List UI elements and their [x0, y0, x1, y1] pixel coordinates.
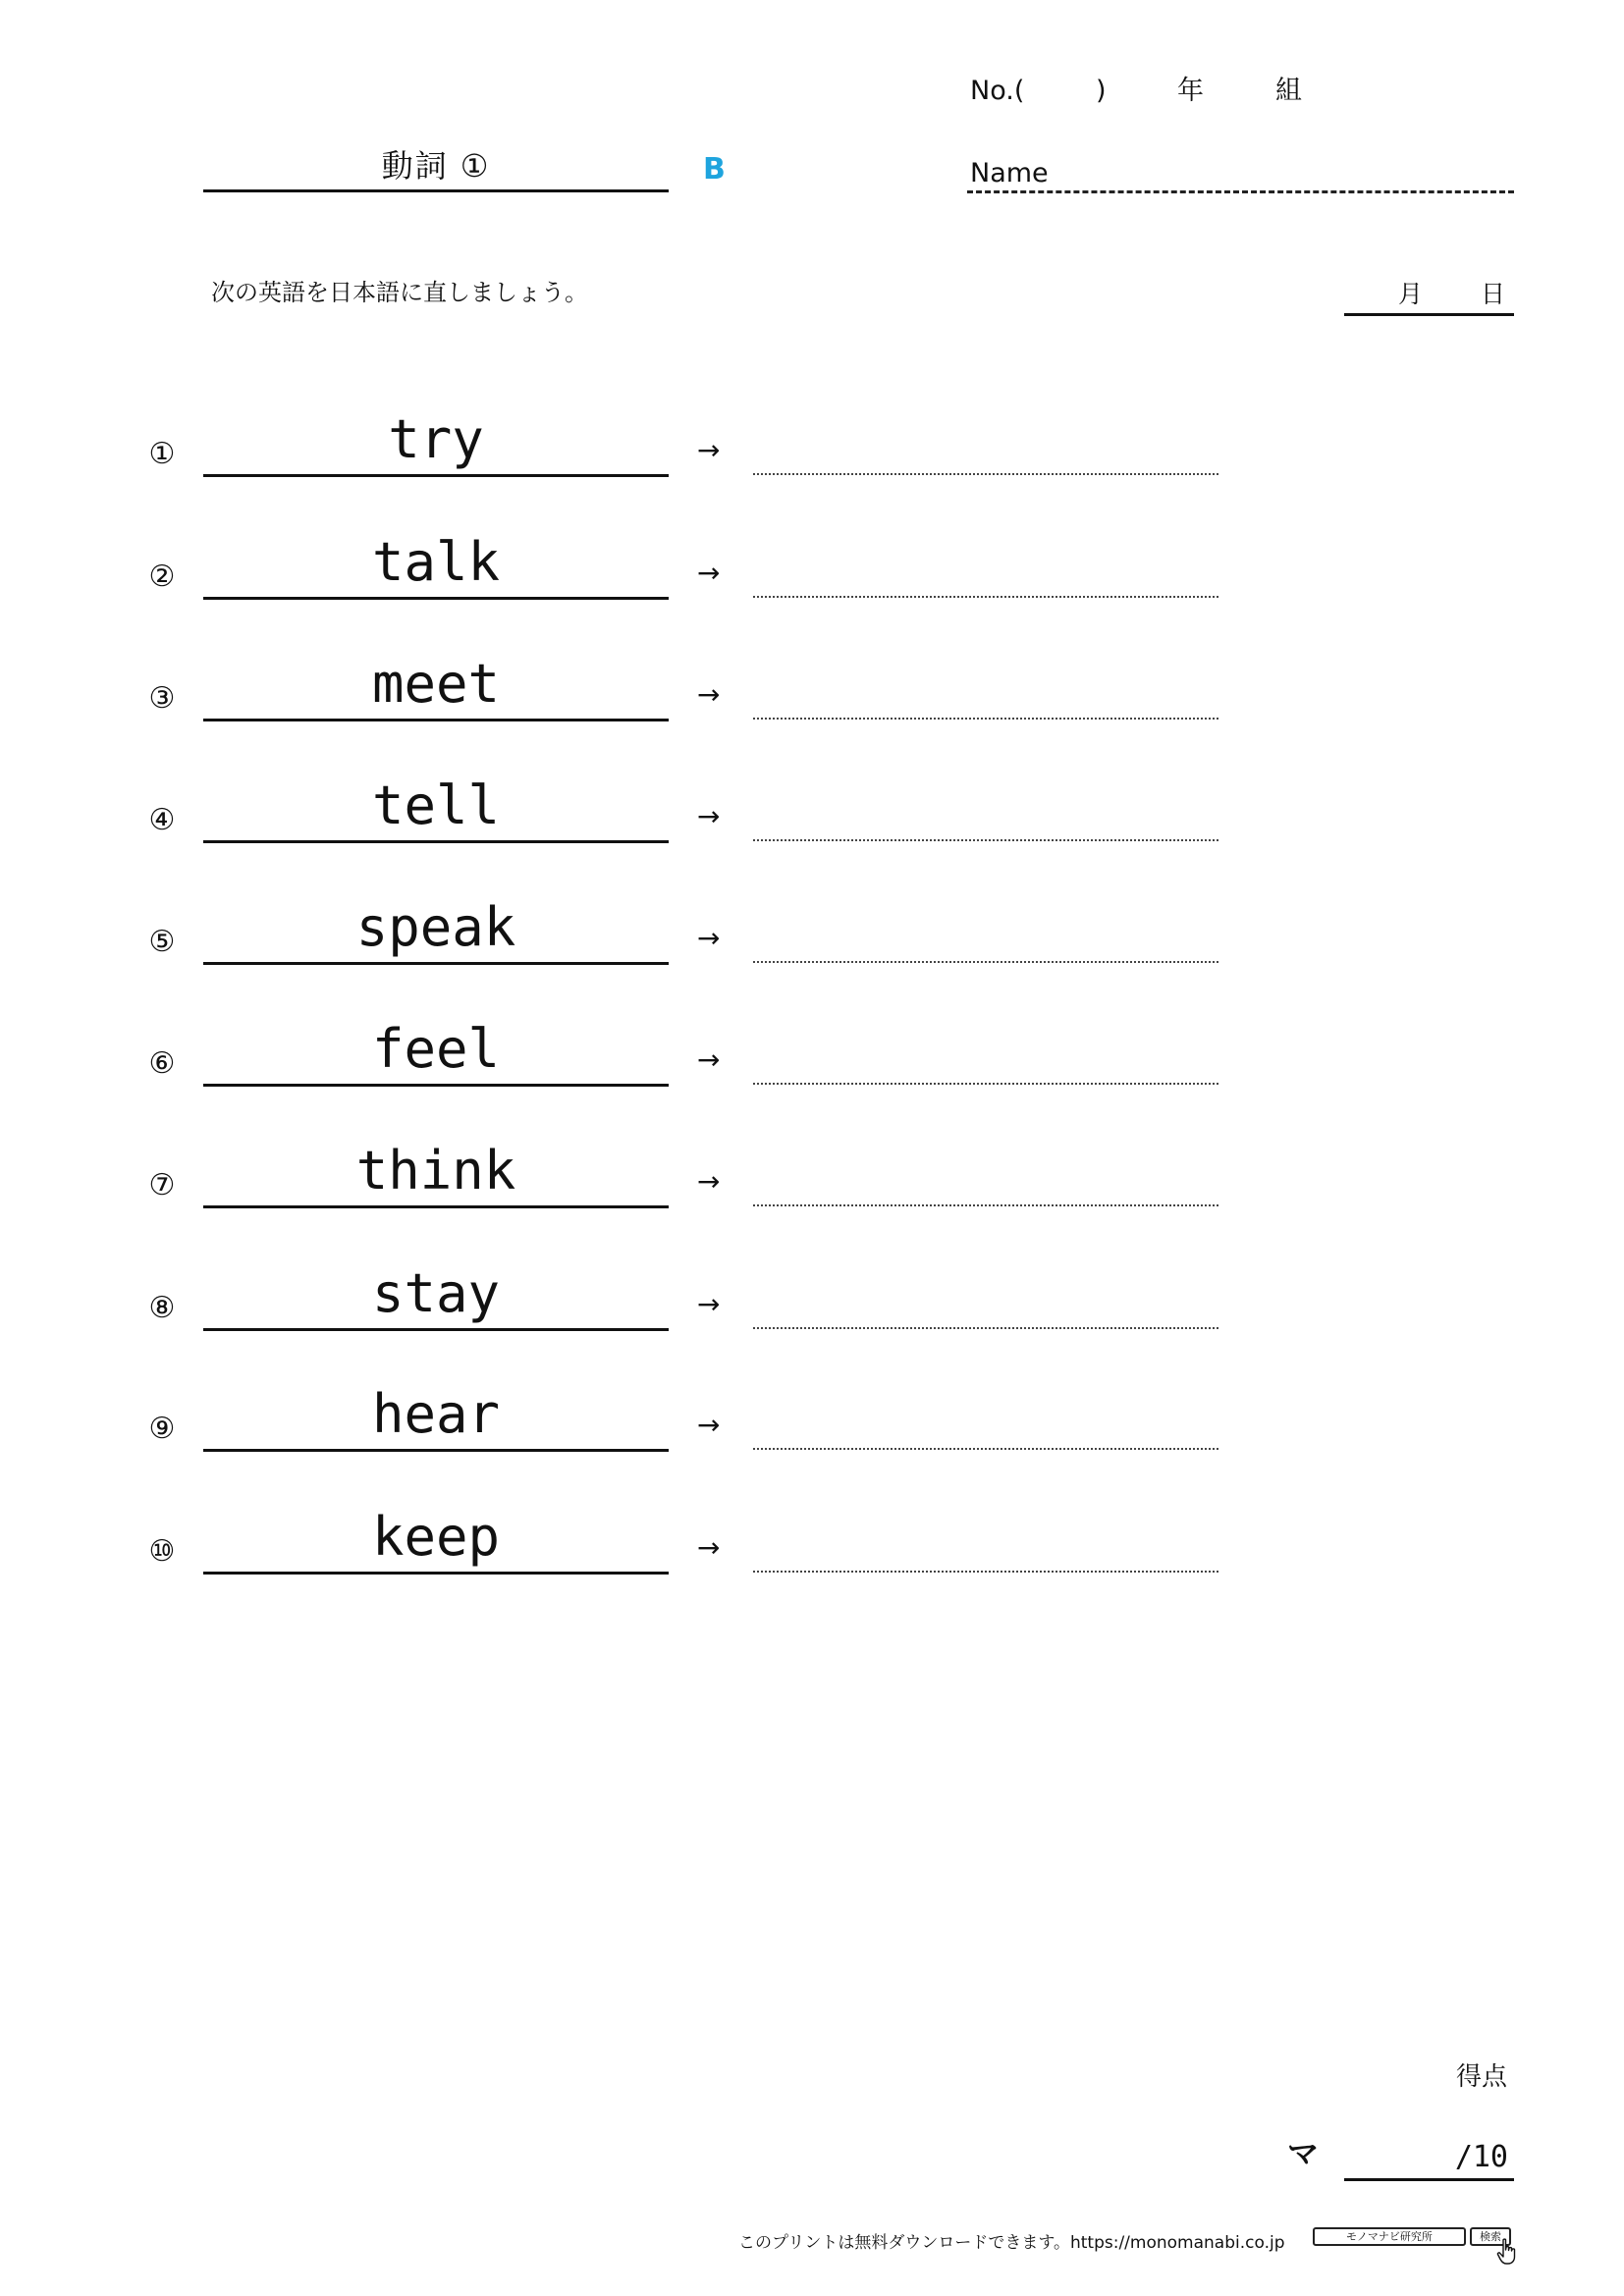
arrow-icon: → — [697, 557, 721, 589]
english-word-field — [203, 1262, 669, 1331]
arrow-icon: → — [697, 434, 721, 466]
footer-note: このプリントは無料ダウンロードできます。https://monomanabi.co.jp — [738, 2233, 1285, 2253]
answer-blank — [753, 1204, 1218, 1206]
arrow-icon: → — [697, 800, 721, 832]
question-number: ① — [148, 437, 176, 471]
question-number: ④ — [148, 803, 176, 837]
arrow-icon: → — [697, 1288, 721, 1320]
score-field — [1344, 2132, 1514, 2181]
class-label: 組 — [1275, 76, 1302, 106]
english-word: speak — [355, 896, 516, 958]
question-row — [0, 408, 1624, 477]
search-box-graphic: モノマナビ研究所 — [1313, 2227, 1466, 2246]
worksheet-title-field — [203, 143, 669, 192]
score-total: /10 — [1454, 2140, 1508, 2174]
day-label: 日 — [1481, 280, 1506, 308]
question-number: ⑧ — [148, 1291, 176, 1325]
question-number: ⑦ — [148, 1168, 176, 1202]
answer-blank — [753, 596, 1218, 598]
worksheet-title: 動詞 ① — [381, 147, 491, 185]
question-number: ⑥ — [148, 1046, 176, 1081]
score-label: 得点 — [1456, 2062, 1508, 2092]
name-label: Name — [970, 158, 1049, 188]
english-word: stay — [371, 1262, 501, 1324]
arrow-icon: → — [697, 1165, 721, 1198]
question-number: ③ — [148, 681, 176, 716]
date-field — [1344, 275, 1514, 316]
english-word: feel — [371, 1018, 501, 1080]
name-blank — [967, 190, 1514, 193]
english-word: try — [388, 408, 484, 470]
question-row — [0, 653, 1624, 721]
english-word: hear — [371, 1383, 501, 1445]
english-word: think — [355, 1140, 516, 1201]
english-word-field — [203, 653, 669, 721]
arrow-icon: → — [697, 922, 721, 954]
english-word-field — [203, 1018, 669, 1087]
english-word: talk — [371, 531, 501, 593]
question-number: ⑩ — [148, 1534, 176, 1569]
question-number: ⑤ — [148, 925, 176, 959]
english-word: tell — [371, 774, 501, 836]
english-word-field — [203, 1383, 669, 1452]
hand-cursor-icon — [1496, 2238, 1518, 2266]
question-row — [0, 774, 1624, 843]
month-label: 月 — [1398, 280, 1424, 308]
answer-blank — [753, 1083, 1218, 1085]
question-row — [0, 1018, 1624, 1087]
number-close-paren: ) — [1096, 76, 1107, 106]
arrow-icon: → — [697, 1531, 721, 1564]
question-number: ② — [148, 560, 176, 594]
instructions: 次の英語を日本語に直しましょう。 — [211, 279, 588, 306]
answer-blank — [753, 1327, 1218, 1329]
answer-blank — [753, 1571, 1218, 1573]
answer-blank — [753, 473, 1218, 475]
answer-blank — [753, 1448, 1218, 1450]
english-word-field — [203, 774, 669, 843]
english-word-field — [203, 408, 669, 477]
english-word: keep — [371, 1506, 501, 1568]
question-row — [0, 1383, 1624, 1452]
number-label: No.( — [970, 76, 1025, 106]
question-row — [0, 1140, 1624, 1208]
question-row — [0, 1262, 1624, 1331]
arrow-icon: → — [697, 1409, 721, 1441]
arrow-icon: → — [697, 678, 721, 711]
answer-blank — [753, 839, 1218, 841]
english-word: meet — [371, 653, 501, 715]
arrow-icon: → — [697, 1043, 721, 1076]
english-word-field — [203, 1140, 669, 1208]
logo-mark-icon: マ — [1287, 2135, 1320, 2172]
english-word-field — [203, 531, 669, 600]
question-row — [0, 896, 1624, 965]
question-number: ⑨ — [148, 1412, 176, 1446]
level-badge: B — [703, 152, 726, 187]
question-row — [0, 531, 1624, 600]
english-word-field — [203, 896, 669, 965]
year-label: 年 — [1177, 76, 1204, 106]
answer-blank — [753, 961, 1218, 963]
question-row — [0, 1506, 1624, 1575]
answer-blank — [753, 718, 1218, 720]
english-word-field — [203, 1506, 669, 1575]
search-button-graphic: 検索 — [1470, 2227, 1511, 2246]
